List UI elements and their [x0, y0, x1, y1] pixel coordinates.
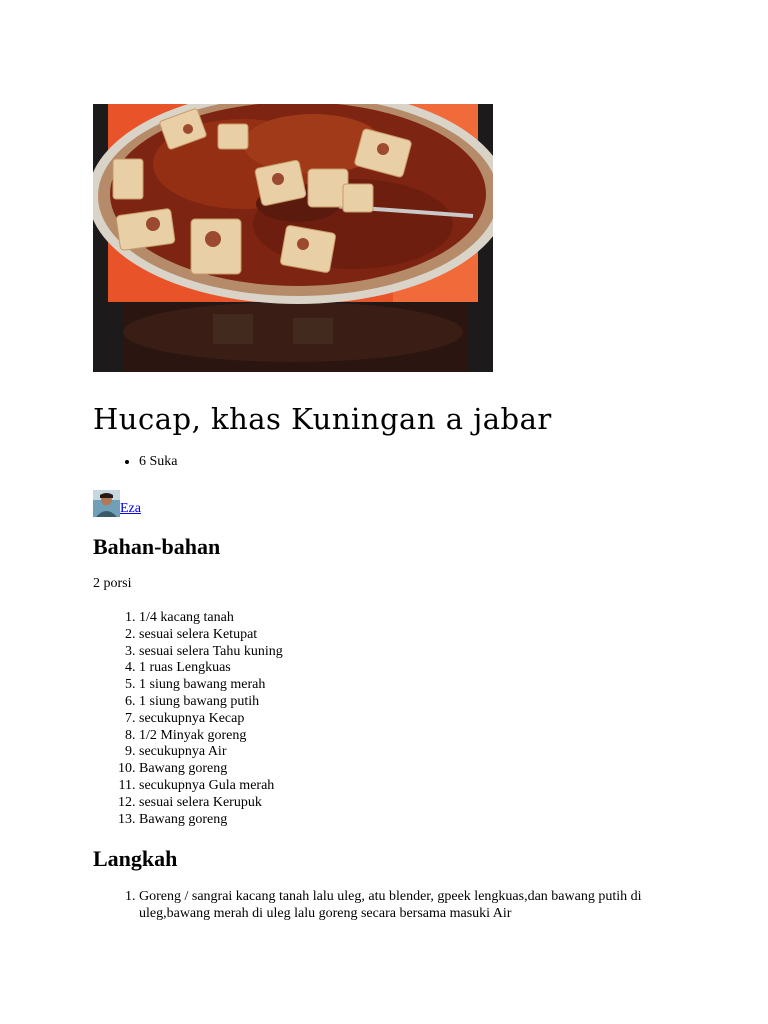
ingredient-item: 5. 1 siung bawang merah [139, 677, 283, 694]
ingredient-item: 11. secukupnya Gula merah [139, 778, 283, 795]
ingredient-item: 2. sesuai selera Ketupat [139, 627, 283, 644]
ingredient-item: 3. sesuai selera Tahu kuning [139, 644, 283, 661]
likes-list [93, 454, 178, 470]
ingredients-heading: Bahan-bahan [93, 534, 221, 559]
author-block [93, 489, 141, 517]
step-list [93, 888, 659, 922]
ingredient-item: 8. 1/2 Minyak goreng [139, 728, 283, 745]
ingredient-item: 1. 1/4 kacang tanah [139, 610, 283, 627]
ingredient-item: 4. 1 ruas Lengkuas [139, 660, 283, 677]
food-illustration [93, 104, 493, 372]
servings-text: 2 porsi [93, 576, 132, 591]
author-link[interactable]: Eza [120, 501, 141, 516]
steps-heading: Langkah [93, 846, 178, 871]
recipe-title: Hucap, khas Kuningan a jabar [93, 402, 552, 436]
likes-count[interactable]: • 6 Suka [139, 454, 178, 470]
ingredient-item: 9. secukupnya Air [139, 744, 283, 761]
ingredient-item: 12. sesuai selera Kerupuk [139, 795, 283, 812]
author-avatar[interactable] [93, 490, 120, 517]
ingredient-item: 13. Bawang goreng [139, 812, 283, 829]
ingredient-item: 6. 1 siung bawang putih [139, 694, 283, 711]
ingredient-list [93, 610, 283, 828]
ingredient-item: 7. secukupnya Kecap [139, 711, 283, 728]
step-item: 1. Goreng / sangrai kacang tanah lalu uleg, atu blender, gpeek lengkuas,dan bawang putih di uleg,bawang merah di uleg lalu goreng secara bersama masuki Air [139, 888, 659, 922]
ingredient-item: 10. Bawang goreng [139, 761, 283, 778]
recipe-photo [93, 104, 493, 372]
